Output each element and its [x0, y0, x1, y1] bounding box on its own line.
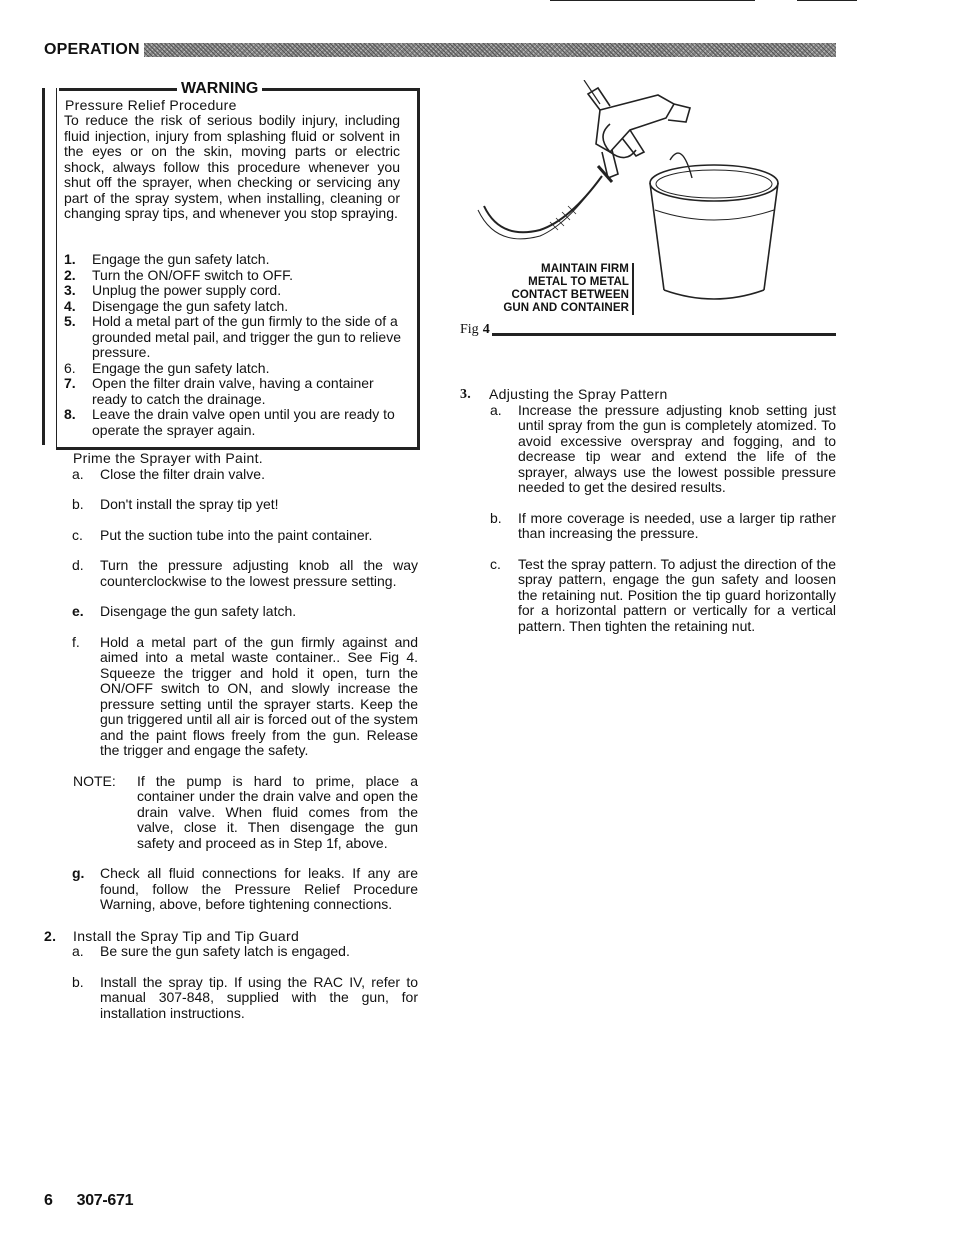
section-hatched-bar [144, 43, 836, 57]
step-number: 4. [64, 297, 76, 314]
item-label: b. [72, 973, 84, 990]
prime-item [44, 467, 418, 483]
step-number: 5. [64, 313, 76, 329]
install-heading-number: 2. [44, 927, 57, 944]
document-number: 307-671 [76, 1192, 134, 1209]
page-number: 6 [44, 1192, 53, 1209]
callout-line: METAL TO METAL [528, 276, 629, 288]
step-number: 1. [64, 251, 76, 267]
adjust-item [460, 557, 836, 635]
warning-box [56, 80, 420, 450]
callout-line: GUN AND CONTAINER [503, 302, 629, 314]
step-number: 2. [64, 266, 76, 283]
warning-rule-left [59, 88, 177, 91]
item-label: b. [72, 496, 84, 512]
warning-left-bar [42, 88, 45, 445]
item-text: Put the suction tube into the paint container. [100, 526, 373, 543]
note-text: If the pump is hard to prime, place a container under the drain valve and open the drain valve. When fluid comes from the valve, close it. Then disengage the gun safety and proceed as in Step 1f, above. [137, 772, 418, 851]
item-text: Be sure the gun safety latch is engaged. [100, 943, 350, 959]
prime-heading-row [44, 451, 418, 467]
prime-item [44, 558, 418, 589]
prime-note [73, 774, 418, 852]
prime-item [44, 866, 418, 913]
step-number: 7. [64, 375, 76, 391]
section-header [44, 41, 836, 59]
adjust-item [460, 511, 836, 542]
item-text: Test the spray pattern. To adjust the direction of the spray pattern, engage the gun safety and loosen the retaining nut. Position the tip guard horizontally for a horizontal pattern or vertically for a vertical pattern. Then tighten the retaining nut. [518, 555, 836, 634]
figure-callout [482, 263, 629, 315]
item-text: Increase the pressure adjusting knob setting just until spray from the gun is completely atomized. To avoid excessive overspray and fogging, and to decrease tip wear and extend the life of the sprayer, always use the lowest possible pressure needed to get the desired results. [518, 401, 836, 495]
item-label: a. [72, 465, 84, 482]
warning-step [64, 361, 404, 377]
prime-item [44, 497, 418, 513]
item-label: a. [490, 401, 502, 418]
top-rule-left [550, 0, 755, 1]
step-text: Engage the gun safety latch. [92, 251, 270, 267]
section-title: OPERATION [44, 41, 140, 59]
note-label: NOTE: [73, 772, 116, 789]
step-number: 3. [64, 282, 76, 298]
item-text: Turn the pressure adjusting knob all the way counterclockwise to the lowest pressure setting. [100, 557, 418, 589]
step-text: Leave the drain valve open until you are ready to operate the sprayer again. [92, 406, 395, 438]
warning-steps [64, 252, 404, 438]
item-label: a. [72, 943, 84, 959]
item-label: c. [490, 555, 501, 572]
item-text: If more coverage is needed, use a larger tip rather than increasing the pressure. [518, 509, 836, 541]
item-text: Check all fluid connections for leaks. If any are found, follow the Pressure Relief Procedure Warning, above, before tightening connections. [100, 865, 418, 912]
page-footer [44, 1193, 133, 1209]
item-text: Hold a metal part of the gun firmly against and aimed into a metal waste container.. See Fig 4. Squeeze the trigger and hold it open, turn the ON/OFF switch to ON, and slowly increase the pressure setting until the sprayer starts. Keep the gun triggered until all air is forced out of the system and the paint flows freely from the gun. Release the trigger and engage the safety. [100, 633, 418, 758]
callout-line: CONTACT BETWEEN [511, 289, 629, 301]
warning-step [64, 252, 404, 268]
item-text: Disengage the gun safety latch. [100, 603, 297, 619]
item-text: Close the filter drain valve. [100, 465, 265, 482]
adjust-item [460, 403, 836, 496]
step-text: Engage the gun safety latch. [92, 359, 270, 376]
install-item [44, 944, 418, 960]
step-text: Open the filter drain valve, having a container ready to catch the drainage. [92, 375, 374, 407]
warning-body: To reduce the risk of serious bodily injury, including fluid injection, injury from splashing fluid or solvent in the eyes or on the skin, moving parts or electric shock, always follow this procedure whenever you shut off the sprayer, when checking or servicing any part of the spray system, when installing, cleaning or changing spray tips, and whenever you stop spraying. [64, 112, 400, 221]
prime-heading-number [44, 451, 73, 467]
warning-step [64, 299, 404, 315]
prime-item [44, 604, 418, 620]
figure-caption-label: Fig [460, 322, 479, 337]
warning-step [64, 283, 404, 299]
prime-item [44, 528, 418, 544]
right-column [460, 387, 836, 634]
warning-step [64, 268, 404, 284]
item-label: c. [72, 526, 83, 543]
item-label: f. [72, 633, 80, 650]
install-heading: Install the Spray Tip and Tip Guard [73, 927, 300, 944]
step-text: Turn the ON/OFF switch to OFF. [92, 266, 293, 283]
warning-label: WARNING [177, 81, 262, 97]
step-text: Hold a metal part of the gun firmly to the side of a grounded metal pail, and trigger the gun to relieve pressure. [92, 313, 401, 360]
install-item [44, 975, 418, 1022]
item-text: Don't install the spray tip yet! [100, 496, 279, 512]
prime-item [44, 635, 418, 759]
adjust-heading-number: 3. [460, 387, 472, 402]
step-number: 6. [64, 359, 76, 376]
item-label: d. [72, 557, 84, 573]
adjust-heading: Adjusting the Spray Pattern [489, 386, 668, 402]
warning-subtitle: Pressure Relief Procedure [65, 97, 237, 113]
top-rule-right [797, 0, 857, 1]
figure-caption [460, 322, 836, 338]
warning-step [64, 314, 404, 361]
figure-4 [460, 80, 836, 342]
prime-heading: Prime the Sprayer with Paint. [73, 450, 263, 466]
item-label: g. [72, 865, 85, 881]
install-heading-row [44, 929, 418, 945]
warning-header [59, 80, 417, 98]
figure-caption-number: 4 [482, 322, 490, 337]
item-label: b. [490, 509, 502, 526]
adjust-heading-row [460, 387, 836, 403]
step-number: 8. [64, 406, 76, 422]
step-text: Unplug the power supply cord. [92, 282, 282, 298]
callout-line: MAINTAIN FIRM [541, 263, 629, 275]
warning-rule-right [262, 88, 417, 91]
item-text: Install the spray tip. If using the RAC IV, refer to manual 307-848, supplied with the gun, for installation instructions. [100, 973, 418, 1021]
warning-step [64, 376, 404, 407]
warning-step [64, 407, 404, 438]
callout-bracket [632, 263, 634, 315]
left-column [44, 451, 418, 1021]
figure-caption-rule [492, 333, 836, 336]
item-label: e. [72, 603, 84, 619]
step-text: Disengage the gun safety latch. [92, 297, 289, 314]
